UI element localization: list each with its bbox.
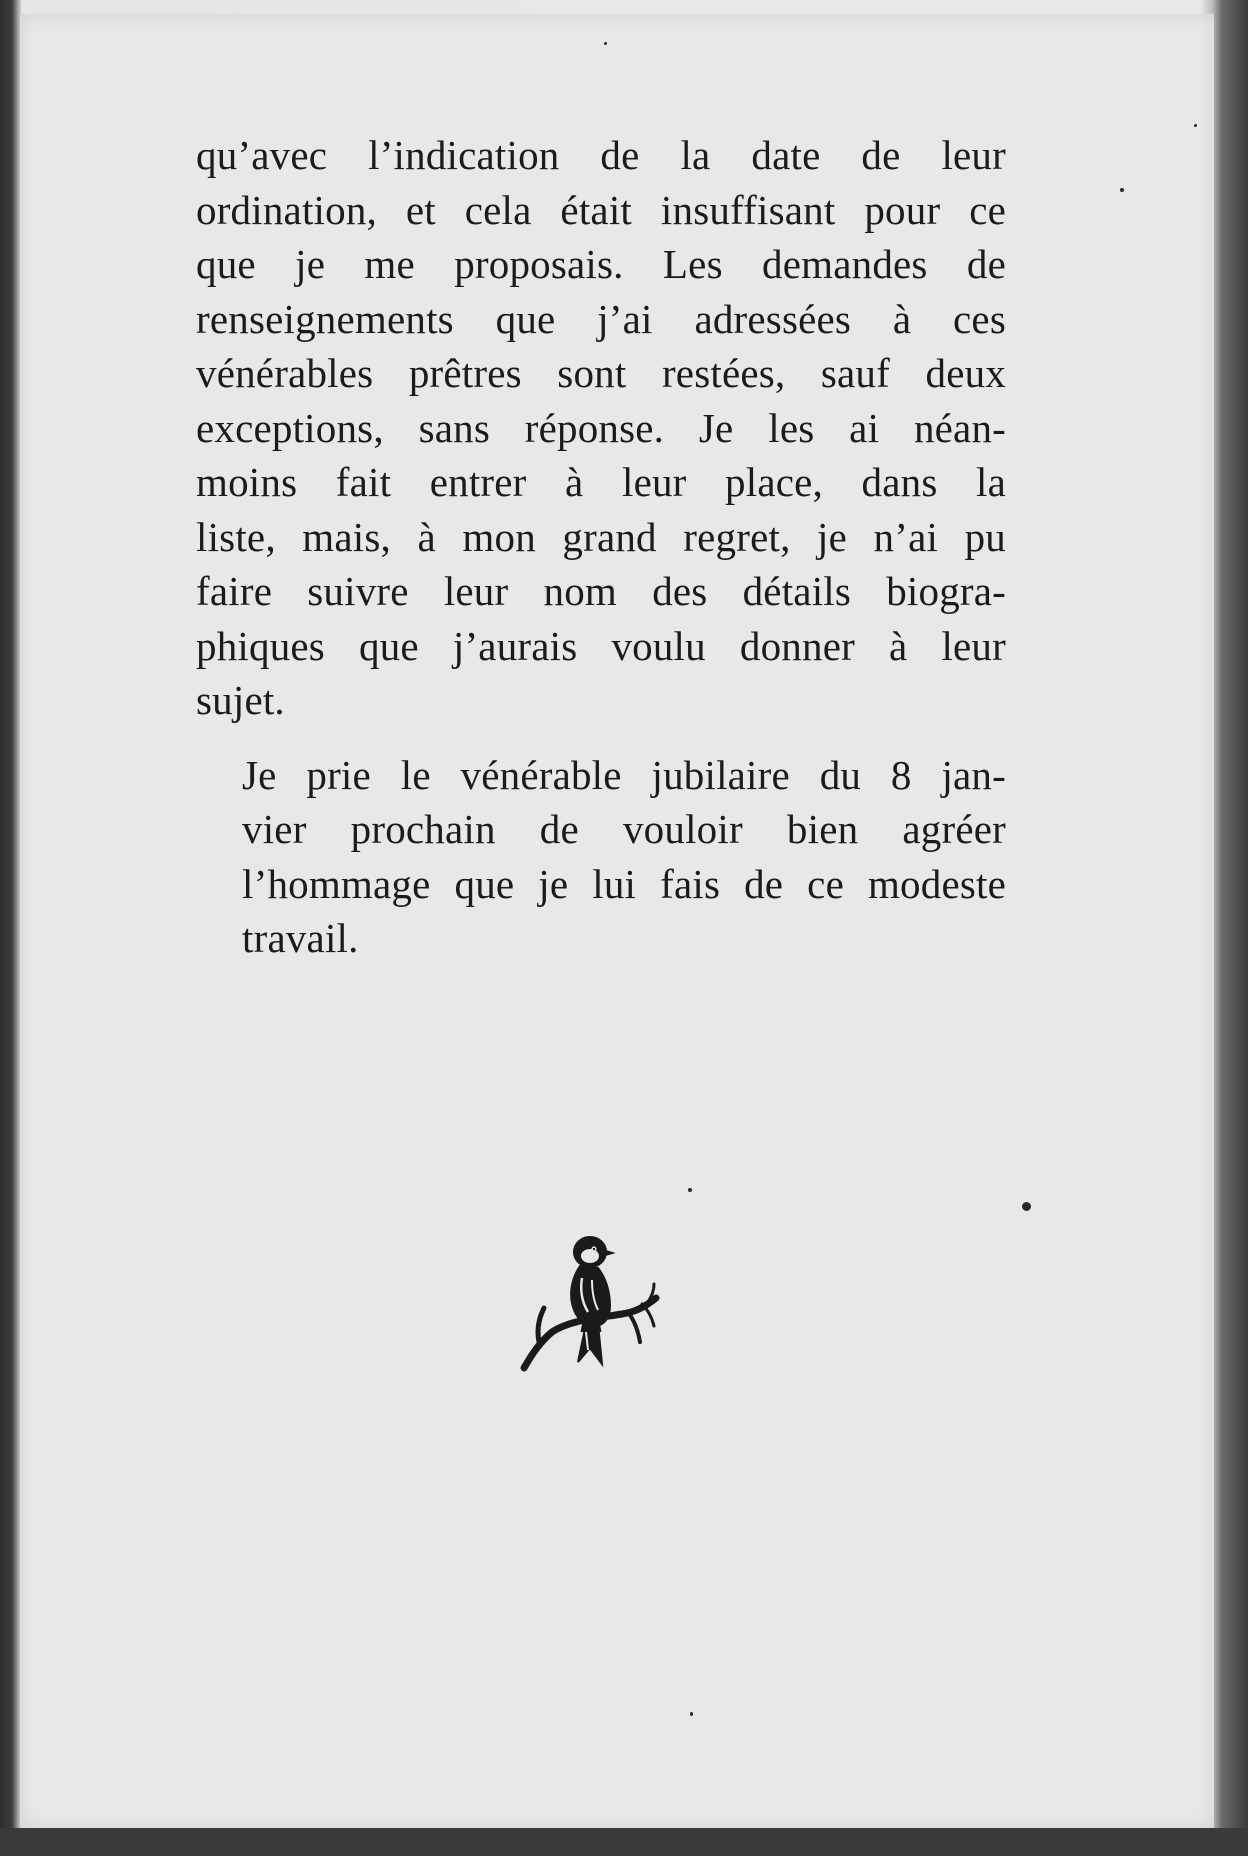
text-line: faire suivre leur nom des détails biogra- xyxy=(196,568,1006,614)
text-line: qu’avec l’indication de la date de leur xyxy=(196,132,1006,178)
text-line: exceptions, sans réponse. Je les ai néan- xyxy=(196,404,1006,451)
text-line: ordination, et cela était insuffisant pour ce xyxy=(196,186,1006,233)
text-line: Je prie le vénérable jubilaire du 8 jan- xyxy=(242,751,1006,798)
scan-speck xyxy=(1120,188,1124,192)
scan-speck xyxy=(1022,1202,1031,1211)
text-line: liste, mais, à mon grand regret, je n’ai pu xyxy=(196,513,1006,560)
scan-speck xyxy=(688,1188,692,1192)
scan-bottom-edge xyxy=(0,1828,1248,1856)
bird-on-branch-icon xyxy=(518,1222,666,1374)
text-line: vénérables prêtres sont restées, sauf deux xyxy=(196,350,1006,396)
scan-speck xyxy=(604,42,607,45)
text-line: que je me proposais. Les demandes de xyxy=(196,241,1006,287)
paragraph-1 xyxy=(196,128,1006,728)
text-line: phiques que j’aurais voulu donner à leur xyxy=(196,622,1006,669)
text-line: sujet. xyxy=(196,677,285,723)
text-line: vier prochain de vouloir bien agréer xyxy=(242,806,1006,852)
text-line: renseignements que j’ai adressées à ces xyxy=(196,295,1006,342)
scan-speck xyxy=(690,1712,693,1716)
text-line: moins fait entrer à leur place, dans la xyxy=(196,459,1006,505)
scan-speck xyxy=(1194,124,1197,127)
text-line: l’hommage que je lui fais de ce modeste xyxy=(242,860,1006,907)
text-line: travail. xyxy=(242,915,359,961)
paragraph-2 xyxy=(196,748,1006,966)
page-text xyxy=(196,128,1006,966)
